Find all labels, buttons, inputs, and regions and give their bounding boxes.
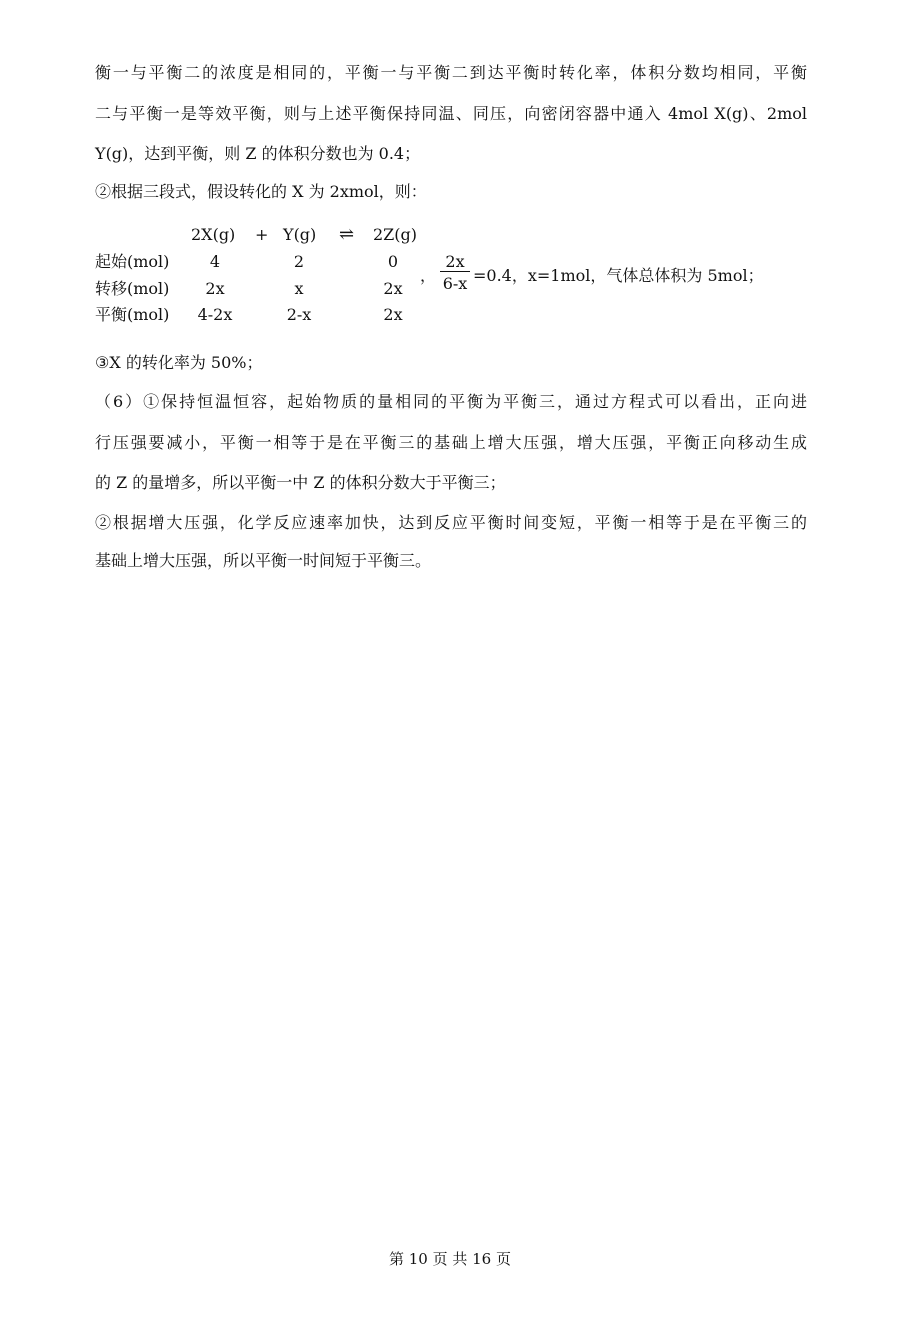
- paragraph-line: 基础上增大压强，所以平衡一时间短于平衡三。: [95, 551, 432, 570]
- equation-product-z: 2Z(g): [373, 225, 418, 244]
- row-label-change: 转移(mol): [95, 279, 170, 298]
- separator-comma: ，: [420, 266, 437, 285]
- paragraph-line: 二与平衡一是等效平衡，则与上述平衡保持同温、同压，向密闭容器中通入 4mol X(g)、2mol: [95, 104, 807, 123]
- equation-reactant-x: 2X(g): [191, 225, 236, 244]
- paragraph-line: 的 Z 的量增多，所以平衡一中 Z 的体积分数大于平衡三；: [95, 473, 506, 492]
- paragraph-line: ②根据三段式，假设转化的 X 为 2xmol，则：: [95, 182, 427, 201]
- paragraph-line: （6）①保持恒温恒容，起始物质的量相同的平衡为平衡三，通过方程式可以看出，正向进: [95, 392, 807, 411]
- page-number-footer: 第 10 页 共 16 页: [388, 1250, 511, 1268]
- equation-reactant-y: Y(g): [283, 225, 317, 244]
- change-z: 2x: [383, 279, 403, 298]
- paragraph-line: ②根据增大压强，化学反应速率加快，达到反应平衡时间变短，平衡一相等于是在平衡三的: [95, 513, 807, 532]
- change-x: 2x: [205, 279, 225, 298]
- paragraph-line: Y(g)，达到平衡，则 Z 的体积分数也为 0.4；: [95, 144, 421, 163]
- equilibrium-y: 2-x: [286, 305, 312, 324]
- equilibrium-x: 4-2x: [197, 305, 233, 324]
- row-label-equilibrium: 平衡(mol): [95, 305, 170, 324]
- paragraph-line: 衡一与平衡二的浓度是相同的，平衡一与平衡二到达平衡时转化率，体积分数均相同，平衡: [95, 63, 807, 82]
- equilibrium-z: 2x: [383, 305, 403, 324]
- fraction-numerator: 2x: [445, 252, 465, 271]
- equation-plus: +: [255, 225, 269, 244]
- equilibrium-arrow-icon: ⇌: [339, 224, 355, 245]
- initial-y: 2: [293, 252, 305, 271]
- initial-x: 4: [209, 252, 221, 271]
- fraction-bar: [440, 271, 470, 272]
- paragraph-line: ③X 的转化率为 50%；: [95, 353, 263, 372]
- volume-fraction: [438, 252, 472, 296]
- result-text: =0.4，x=1mol，气体总体积为 5mol；: [473, 266, 764, 285]
- change-y: x: [294, 279, 304, 298]
- row-label-initial: 起始(mol): [95, 252, 170, 271]
- initial-z: 0: [387, 252, 399, 271]
- fraction-denominator: 6-x: [442, 274, 468, 293]
- paragraph-line: 行压强要减小，平衡一相等于是在平衡三的基础上增大压强，增大压强，平衡正向移动生成: [95, 433, 807, 452]
